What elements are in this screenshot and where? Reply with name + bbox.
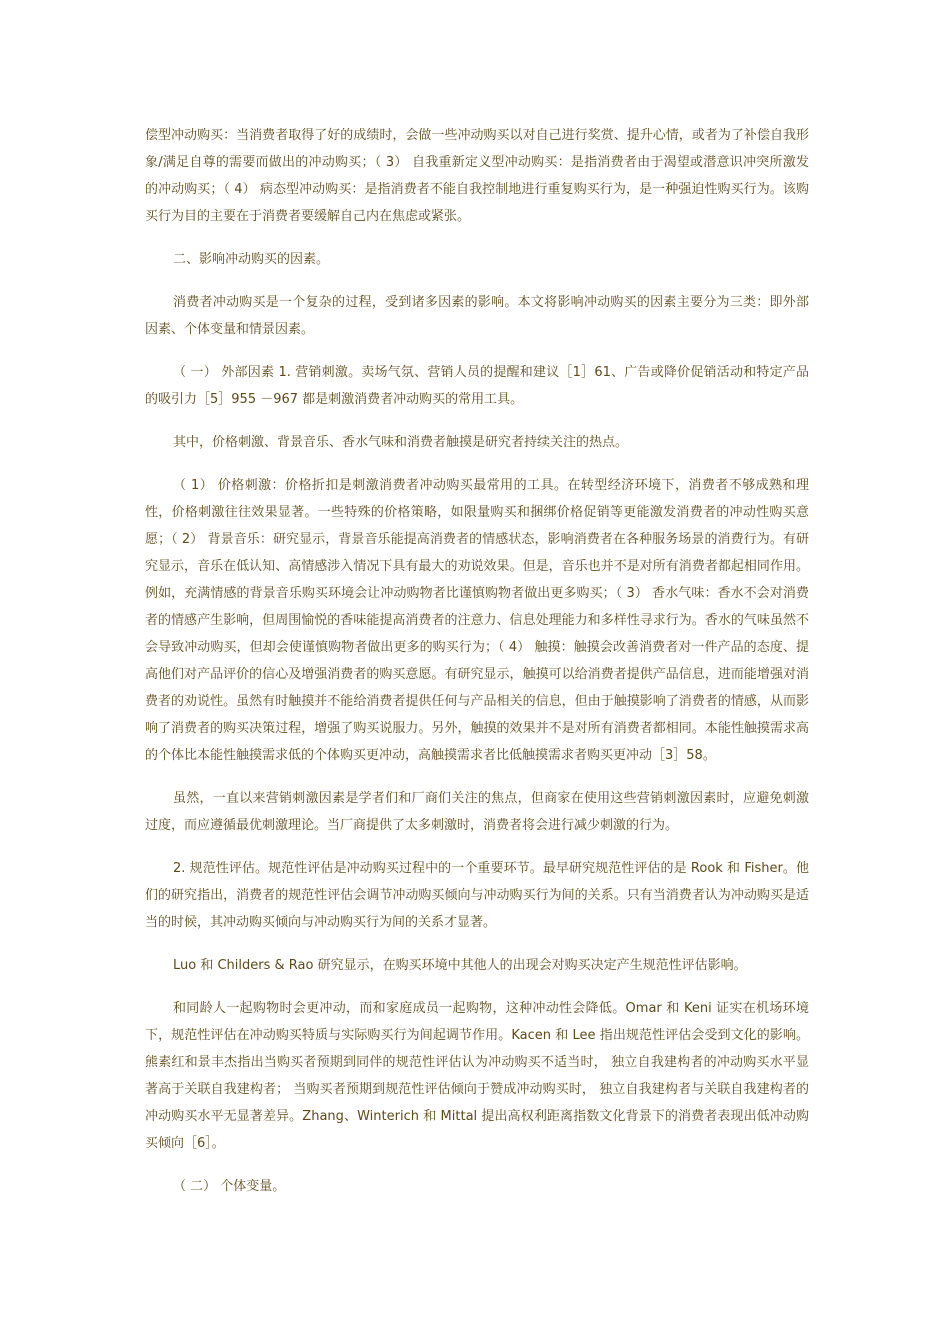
paragraph-peers-culture: 和同龄人一起购物时会更冲动，而和家庭成员一起购物，这种冲动性会降低。Omar 和 Keni 证实在机场环境下，规范性评估在冲动购买特质与实际购买行为间起调节作用。Kacen 和 Lee 指出规范性评估会受到文化的影响。熊素红和景丰杰指出当购买者预期到同伴的规范性评估认为冲动购买不适当时， 独立自我建构者的冲动购买水平显著高于关联自我建构者； 当购买者预期到规范性评估倾向于赞成冲动购买时， 独立自我建构者与关联自我建构者的冲动购买水平无显著差异。Zhang、Winterich 和 Mittal 提出高权利距离指数文化背景下的消费者表现出低冲动购买倾向［6］。 [145, 1001, 809, 1151]
paragraph-optimal-stimulation: 虽然，一直以来营销刺激因素是学者们和厂商们关注的焦点，但商家在使用这些营销刺激因素时，应避免刺激过度，而应遵循最优刺激理论。当厂商提供了太多刺激时，消费者将会进行减少刺激的行为。 [145, 791, 809, 833]
paragraph-intro: 消费者冲动购买是一个复杂的过程，受到诸多因素的影响。本文将影响冲动购买的因素主要分为三类：即外部因素、个体变量和情景因素。 [145, 295, 809, 337]
paragraph-normative-evaluation: 2. 规范性评估。规范性评估是冲动购买过程中的一个重要环节。最早研究规范性评估的是 Rook 和 Fisher。他们的研究指出，消费者的规范性评估会调节冲动购买倾向与冲动购买行为间的关系。只有当消费者认为冲动购买是适当的时候，其冲动购买倾向与冲动购买行为间的关系才显著。 [145, 861, 809, 930]
paragraph-external-factors: （ 一） 外部因素 1. 营销刺激。卖场气氛、营销人员的提醒和建议［1］61、广告或降价促销活动和特定产品的吸引力［5］955 －967 都是刺激消费者冲动购买的常用工具。 [145, 365, 809, 407]
paragraph-hotspots: 其中，价格刺激、背景音乐、香水气味和消费者触摸是研究者持续关注的热点。 [173, 435, 629, 450]
section-heading-individual: （ 二） 个体变量。 [173, 1179, 286, 1194]
paragraph-luo-childers: Luo 和 Childers & Rao 研究显示，在购买环境中其他人的出现会对购买决定产生规范性评估影响。 [173, 958, 747, 973]
paragraph-stimuli-details: （ 1） 价格刺激：价格折扣是刺激消费者冲动购买最常用的工具。在转型经济环境下，消费者不够成熟和理性，价格刺激往往效果显著。一些特殊的价格策略，如限量购买和捆绑价格促销等更能激发消费者的冲动性购买意愿；（ 2） 背景音乐：研究显示，背景音乐能提高消费者的情感状态，影响消费者在各种服务场景的消费行为。有研究显示，音乐在低认知、高情感涉入情况下具有最大的劝说效果。但是，音乐也并不是对所有消费者都起相同作用。例如，充满情感的背景音乐购买环境会让冲动购物者比谨慎购物者做出更多购买；（ 3） 香水气味：香水不会对消费者的情感产生影响，但周围愉悦的香味能提高消费者的注意力、信息处理能力和多样性寻求行为。香水的气味虽然不会导致冲动购买，但却会使谨慎购物者做出更多的购买行为；（ 4） 触摸：触摸会改善消费者对一件产品的态度、提高他们对产品评价的信心及增强消费者的购买意愿。有研究显示，触摸可以给消费者提供产品信息，进而能增强对消费者的劝说性。虽然有时触摸并不能给消费者提供任何与产品相关的信息，但由于触摸影响了消费者的情感，从而影响了消费者的购买决策过程，增强了购买说服力。另外，触摸的效果并不是对所有消费者都相同。本能性触摸需求高的个体比本能性触摸需求低的个体购买更冲动，高触摸需求者比低触摸需求者购买更冲动［3］58。 [145, 478, 809, 763]
paragraph-continuation: 偿型冲动购买：当消费者取得了好的成绩时，会做一些冲动购买以对自己进行奖赏、提升心情，或者为了补偿自我形象/满足自尊的需要而做出的冲动购买；（ 3） 自我重新定义型冲动购买：是指消费者由于渴望或潜意识冲突所激发的冲动购买；（ 4） 病态型冲动购买：是指消费者不能自我控制地进行重复购买行为，是一种强迫性购买行为。该购买行为目的主要在于消费者要缓解自己内在焦虑或紧张。 [145, 128, 809, 224]
document-body [145, 122, 809, 1216]
section-heading-factors: 二、影响冲动购买的因素。 [173, 252, 330, 267]
